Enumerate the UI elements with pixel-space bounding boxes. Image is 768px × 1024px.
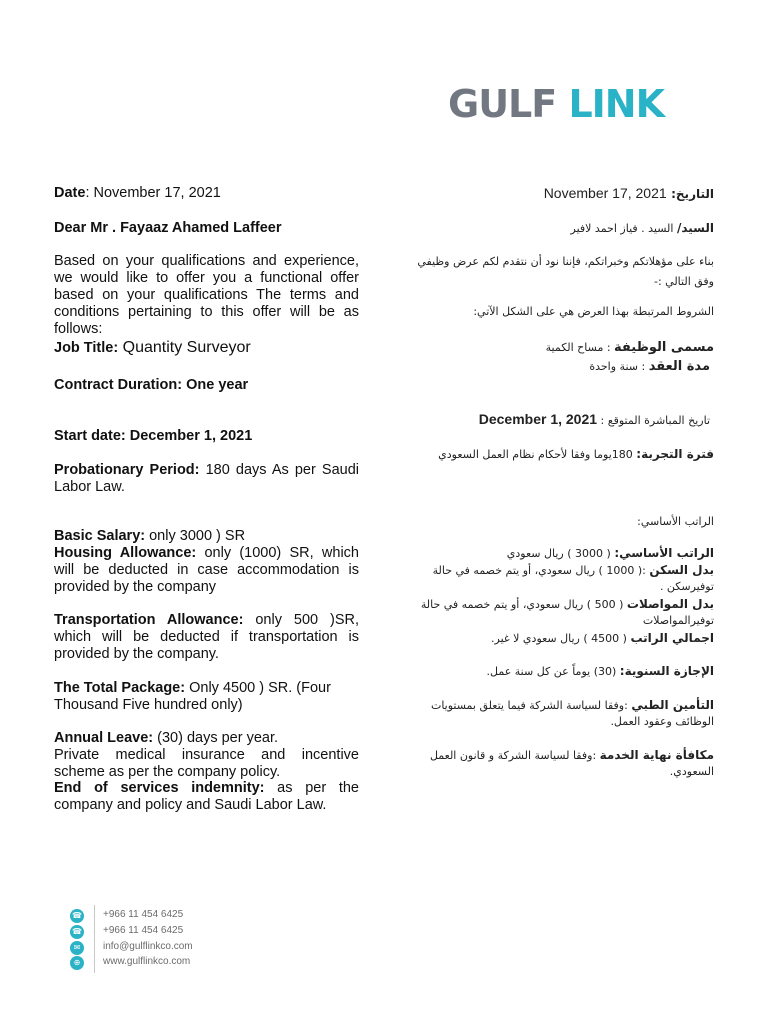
footer-phone-1: +966 11 454 6425 <box>103 909 184 920</box>
en-job-title-label: Job Title: <box>54 340 119 356</box>
ar-dear <box>420 220 714 237</box>
ar-eos-label: مكافأة نهاية الخدمة <box>599 748 714 762</box>
footer-phone-2: +966 11 454 6425 <box>103 925 184 936</box>
en-job-title <box>54 339 359 357</box>
ar-housing-label: بدل السكن <box>649 563 714 577</box>
ar-transport-label: بدل المواصلات <box>626 597 714 611</box>
en-transport-value: only 500 )SR, which will be deducted if transportation is provided by the company. <box>54 612 359 662</box>
en-housing <box>54 545 359 596</box>
en-total-label: The Total Package: <box>54 680 186 696</box>
ar-transport-value: ( 500 ) ريال سعودي، أو يتم خصمه في حالة توفيرالمواصلات <box>420 598 714 627</box>
en-medical: Private medical insurance and incentive scheme as per the company policy. <box>54 747 359 780</box>
mail-icon: ✉ <box>70 941 84 955</box>
ar-date-value: November 17, 2021 <box>543 185 667 201</box>
en-start-date: Start date: December 1, 2021 <box>54 428 253 444</box>
ar-medical <box>414 697 714 730</box>
ar-total-value: ( 4500 ) ريال سعودي لا غير. <box>491 632 631 645</box>
en-date-value: : November 17, 2021 <box>85 185 221 201</box>
en-total-value: Only 4500 ) SR. (Four Thousand Five hundred only) <box>54 680 331 713</box>
en-annual-leave <box>54 730 359 747</box>
en-basic-salary-label: Basic Salary: <box>54 528 146 544</box>
en-transport <box>54 612 359 663</box>
ar-basic-salary <box>420 545 714 562</box>
en-basic-salary-value: only 3000 ) SR <box>145 528 246 544</box>
en-eos-value: as per the company and policy and Saudi Labor Law. <box>54 780 359 813</box>
en-probation <box>54 462 359 496</box>
ar-contract-value: : سنة واحدة <box>589 360 649 373</box>
ar-basic-heading: الراتب الأساسي: <box>637 515 714 528</box>
en-eos-label: End of services indemnity: <box>54 780 265 796</box>
ar-job-title-label: مسمى الوظيفة <box>614 340 714 355</box>
en-annual-leave-value: (30) days per year. <box>153 730 279 746</box>
en-total-package <box>54 680 359 714</box>
en-salutation: Dear Mr . Fayaaz Ahamed Laffeer <box>54 220 282 236</box>
en-housing-value: only (1000) SR, which will be deducted in case accommodation is provided by the company <box>54 545 359 595</box>
ar-probation-label: فترة التجربة: <box>636 447 714 461</box>
ar-date-label: التاريخ: <box>671 187 714 201</box>
ar-medical-value: :وفقا لسياسة الشركة فيما يتعلق بمستويات الوظائف وعقود العمل. <box>430 699 714 728</box>
ar-start-label: تاريخ المباشرة المتوقع : <box>600 414 710 427</box>
ar-eos-value: :وفقا لسياسة الشركة و قانون العمل السعودي. <box>429 749 714 778</box>
phone-icon: ☎ <box>70 909 84 923</box>
globe-icon: ⊕ <box>70 956 84 970</box>
logo-part-gulf: GULF <box>448 82 557 126</box>
ar-job-title-value: : مساح الكمية <box>545 341 615 354</box>
ar-basic-value: ( 3000 ) ريال سعودي <box>506 547 615 560</box>
ar-terms: الشروط المرتبطة بهذا العرض هي على الشكل الآتي: <box>473 305 714 318</box>
company-logo <box>448 84 664 124</box>
ar-probation-value: 180يوما وفقا لأحكام نظام العمل السعودي <box>438 448 637 461</box>
en-date <box>54 185 359 202</box>
ar-start-value: December 1, 2021 <box>478 411 598 427</box>
ar-job-title <box>420 340 714 356</box>
ar-total-label: اجمالي الراتب <box>630 631 714 645</box>
ar-contract-label: مدة العقد <box>648 359 710 374</box>
ar-leave-label: الإجازة السنوية: <box>619 664 714 678</box>
ar-transport <box>414 596 714 629</box>
en-transport-label: Transportation Allowance: <box>54 612 244 628</box>
ar-probation <box>420 446 714 463</box>
ar-housing <box>414 562 714 595</box>
ar-annual-leave <box>420 663 714 680</box>
footer-email[interactable]: info@gulflinkco.com <box>103 941 193 952</box>
en-housing-label: Housing Allowance: <box>54 545 197 561</box>
ar-medical-label: التأمين الطبي <box>631 698 714 712</box>
en-job-title-value: Quantity Surveyor <box>118 339 251 356</box>
ar-basic-label: الراتب الأساسي: <box>614 546 714 560</box>
en-contract-duration: Contract Duration: One year <box>54 377 249 393</box>
en-basic-salary <box>54 528 359 545</box>
ar-total <box>420 630 714 647</box>
en-intro: Based on your qualifications and experience, we would like to offer you a functional offer based on your qualifications The terms and conditions pertaining to this offer will be as follows: <box>54 253 359 337</box>
en-probation-value: 180 days As per Saudi Labor Law. <box>54 462 359 495</box>
ar-intro: بناء على مؤهلاتكم وخبراتكم، فإننا نود أن نتقدم لكم عرض وظيفي وفق التالي :- <box>417 255 714 288</box>
ar-contract <box>420 359 710 375</box>
logo-part-link: LINK <box>568 82 665 126</box>
ar-dear-label: السيد/ <box>676 221 714 235</box>
en-date-label: Date <box>54 185 86 201</box>
ar-leave-value: (30) يوماً عن كل سنة عمل. <box>486 665 620 678</box>
en-probation-label: Probationary Period: <box>54 462 200 478</box>
footer-divider <box>94 905 95 973</box>
ar-housing-value: :( 1000 ) ريال سعودي، أو يتم خصمه في حالة توفيرسكن . <box>432 564 714 593</box>
ar-start-date <box>420 411 710 429</box>
ar-dear-name: السيد . فياز احمد لافير <box>570 222 677 235</box>
en-eos <box>54 780 359 814</box>
footer-website[interactable]: www.gulflinkco.com <box>103 956 191 967</box>
ar-eos <box>414 747 714 780</box>
phone-icon: ☎ <box>70 925 84 939</box>
en-annual-leave-label: Annual Leave: <box>54 730 154 746</box>
ar-date <box>420 185 714 203</box>
